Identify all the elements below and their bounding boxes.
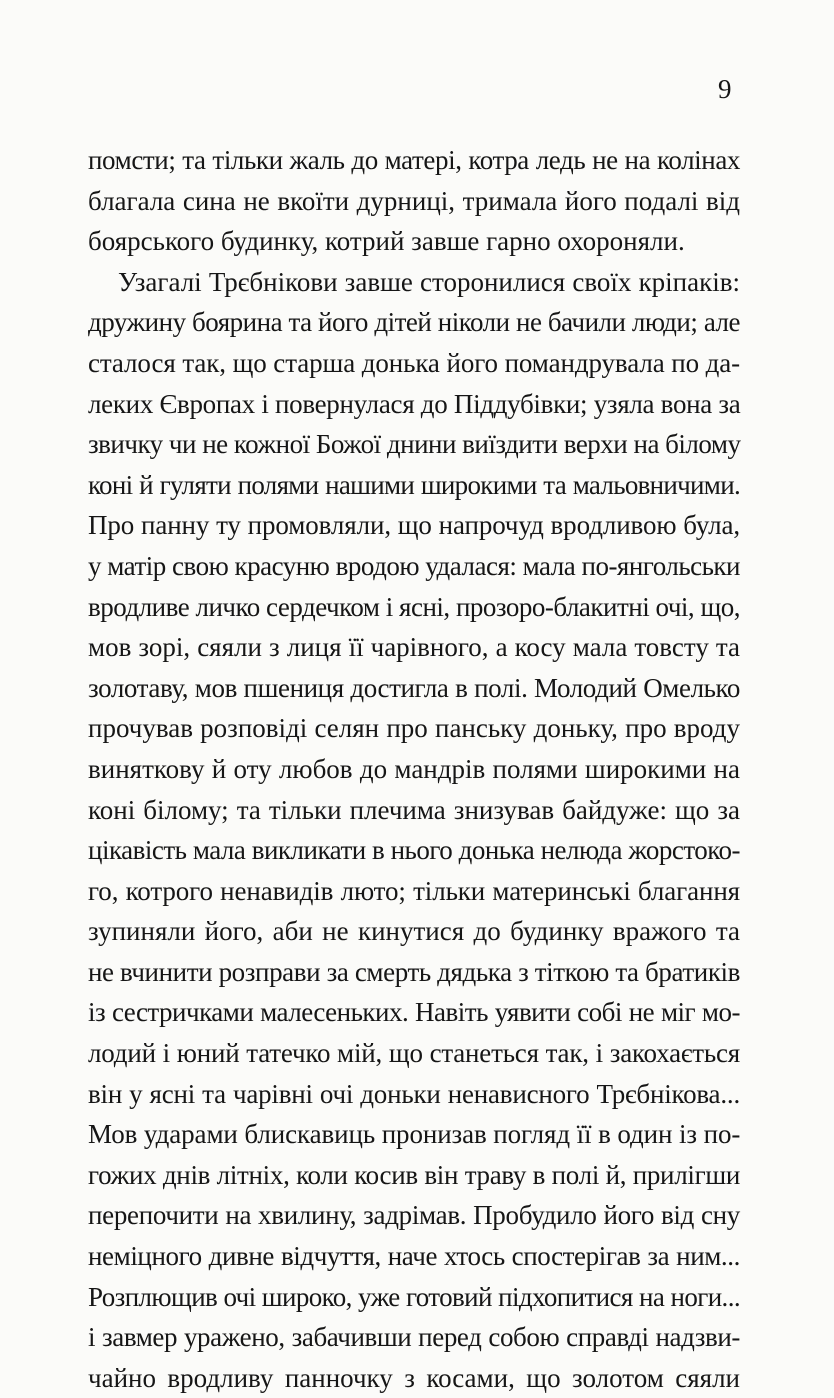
text-line: у матір свою красуню вродою удалася: мала по-янгольськи bbox=[88, 550, 740, 581]
text-line: Про панну ту промовляли, що напрочуд вродливою була, bbox=[88, 510, 740, 541]
text-line: Мов ударами блискавиць пронизав погляд її в один із по- bbox=[88, 1119, 741, 1150]
text-line: вродливе личко сердечком і ясні, прозоро-блакитні очі, що, bbox=[88, 591, 740, 622]
text-line: Узагалі Трєбнікови завше сторонилися своїх кріпаків: bbox=[118, 266, 740, 297]
text-line: із сестричками малесеньких. Навіть уявити собі не міг мо- bbox=[88, 997, 740, 1028]
text-line: не вчинити розправи за смерть дядька з тіткою та братиків bbox=[88, 956, 740, 987]
text-line: дружину боярина та його дітей ніколи не бачили люди; але bbox=[88, 307, 740, 338]
text-line: чайно вродливу панночку з косами, що золотом сяяли bbox=[88, 1362, 740, 1393]
text-line: лодий і юний татечко мій, що станеться так, і закохається bbox=[88, 1038, 740, 1069]
page-number: 9 bbox=[718, 74, 732, 104]
text-line: го, котрого ненавидів люто; тільки материнські благання bbox=[88, 875, 740, 906]
text-line: золотаву, мов пшениця достигла в полі. Молодий Омелько bbox=[88, 672, 740, 703]
body-text bbox=[88, 140, 740, 1398]
text-line: Розплющив очі широко, уже готовий підхопитися на ноги... bbox=[88, 1281, 740, 1312]
text-line: леких Європах і повернулася до Піддубівки; узяла вона за bbox=[88, 388, 741, 419]
text-line: сталося так, що старша донька його помандрувала по да- bbox=[88, 347, 741, 378]
text-line: коні білому; та тільки плечима знизував байдуже: що за bbox=[88, 794, 740, 825]
text-line: мов зорі, сяяли з лиця її чарівного, а косу мала товсту та bbox=[88, 632, 740, 663]
text-line: цікавість мала викликати в нього донька нелюда жорстоко- bbox=[88, 835, 740, 866]
text-line: неміцного дивне відчуття, наче хтось спостерігав за ним... bbox=[88, 1241, 740, 1272]
text-line: боярського будинку, котрий завше гарно охороняли. bbox=[88, 226, 685, 257]
text-line: звичку чи не кожної Божої днини виїздити верхи на білому bbox=[88, 429, 741, 460]
text-line: благала сина не вкоїти дурниці, тримала його подалі від bbox=[88, 185, 740, 216]
text-line: перепочити на хвилину, задрімав. Пробудило його від сну bbox=[88, 1200, 740, 1231]
text-line: він у ясні та чарівні очі доньки ненависного Трєбнікова... bbox=[88, 1078, 740, 1109]
text-line: виняткову й оту любов до мандрів полями широкими на bbox=[88, 753, 740, 784]
text-line: і завмер уражено, забачивши перед собою справді надзви- bbox=[88, 1322, 740, 1353]
text-line: помсти; та тільки жаль до матері, котра ледь не на колінах bbox=[88, 145, 740, 175]
text-line: гожих днів літніх, коли косив він траву в полі й, прилігши bbox=[88, 1159, 740, 1190]
text-line: коні й гуляти полями нашими широкими та мальовничими. bbox=[88, 469, 740, 500]
text-line: зупиняли його, аби не кинутися до будинку вражого та bbox=[88, 916, 740, 947]
text-line: прочував розповіді селян про панську доньку, про вроду bbox=[88, 713, 740, 744]
